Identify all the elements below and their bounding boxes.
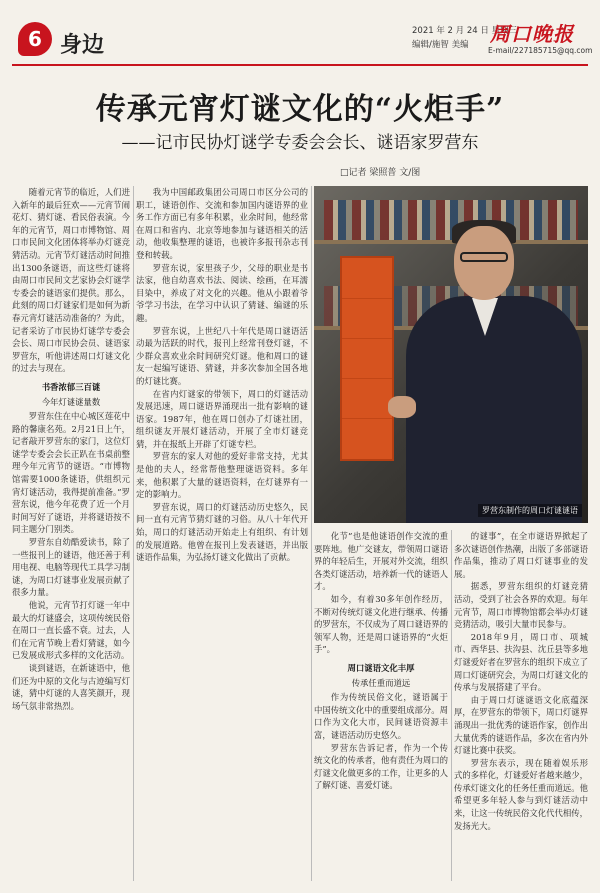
article-column-1	[12, 186, 130, 881]
col3-section-subtitle: 传承任重而道远	[351, 677, 411, 688]
col1-paragraph: 罗营东住在中心城区莲花中路的馨康名苑。2月21日上午，记者敲开罗营东的家门，这位灯谜学专委会会长正趴在书桌前整理今年元宵节的谜语。“市博物馆需要1000条谜语，供组织元宵灯谜活动，我得提前准备。”罗营东说，他今年花费了近一个月时间写好了谜语，并将谜语按不同主题分门别类。	[12, 411, 130, 535]
col2-paragraph: 我为中国邮政集团公司周口市区分公司的职工，谜语创作、交流和参加国内谜语界的业务工作方面已有多年积累，业余时间，他经常在周口和省内、北京等地参加与谜语相关的活动，他收集整理的谜语，也被许多报刊杂志刊登和转载。	[136, 187, 308, 260]
column-divider	[133, 186, 134, 881]
col4-paragraph: 据悉，罗营东组织的灯谜竞猜活动，受到了社会各界的欢迎。每年元宵节，周口市博物馆都会举办灯谜竞猜活动，吸引大量市民参与。	[454, 581, 588, 630]
article-headline: 传承元宵灯谜文化的“火炬手”	[95, 92, 505, 127]
col1-paragraph: 随着元宵节的临近，人们进入新年的最后狂欢——元宵节闹花灯、猜灯谜、看民俗表演。今年的元宵节，周口市博物馆、周口市民间文化团体将举办灯谜竞猜活动。元宵节灯谜活动时间推出1300条谜语，而这些灯谜将由周口市民间文艺家协会灯谜学专委会的谜语家们提供。那么，此刻的周口灯谜家们是如何为新春元宵灯谜活动准备的？为此，记者采访了市民协灯谜学专委会会长、周口市民协会员、谜语家罗营东，听他讲述周口灯谜文化的过去与现在。	[12, 187, 130, 374]
col3-paragraph: 罗营东告诉记者，作为一个传统文化的传承者，他有责任为周口的灯谜文化做更多的工作，让更多的人了解灯谜、喜爱灯谜。	[314, 742, 448, 791]
col1-section-title: 书香浓郁三百谜	[41, 381, 101, 392]
col2-paragraph: 在省内灯谜家的带领下，周口的灯谜活动发展迅速，周口谜语界涌现出一批有影响的谜语家。1987年，他在周口创办了灯谜社团，组织谜友开展灯谜活动，开展了全市灯谜竞猜，并在报纸上开辟了灯谜专栏。	[136, 388, 308, 449]
column-divider	[311, 186, 312, 881]
col3-paragraph: 作为传统民俗文化，谜语属于中国传统文化中的重要组成部分。周口作为文化大市，民间谜语资源丰富，谜语活动历史悠久。	[314, 692, 448, 740]
col3-paragraph: 如今，有着30多年创作经历，不断对传统灯谜文化进行继承、传播的罗营东，不仅成为了周口谜语界的领军人物，还是周口谜语界的“火炬手”。	[314, 593, 448, 655]
col1-paragraph: 罗营东自幼酷爱读书，除了一些报刊上的谜语，他还善于利用电视、电脑等现代工具学习制谜，为周口灯谜事业发展贡献了很多力量。	[12, 537, 130, 598]
col2-paragraph: 罗营东的家人对他的爱好非常支持，尤其是他的夫人，经常帮他整理谜语资料。多年来，他积累了大量的谜语资料，在灯谜界有一定的影响力。	[136, 451, 308, 500]
portrait-photo	[314, 186, 588, 523]
col4-paragraph: 2018年9月，周口市、项城市、西华县、扶沟县、沈丘县等多地灯谜爱好者在罗营东的组织下成立了周口灯谜研究会，为周口灯谜文化的传承与发展搭建了平台。	[454, 631, 588, 693]
article-column-3	[314, 530, 448, 881]
article-column-2	[136, 186, 308, 881]
bookshelf-books	[324, 200, 578, 240]
col2-paragraph: 罗营东说，家里孩子少，父母的职业是书法家，他自幼喜欢书法、阅读、绘画，在耳濡目染中，养成了对文化的兴趣。他从小跟着爷爷学习书法，在学习中认识了猜谜、编谜的乐趣。	[136, 262, 308, 323]
column-divider	[451, 530, 452, 881]
col1-paragraph: 谈到谜语，在新谜语中，他们还为中原的文化与古迹编写灯谜，猜中灯谜的人喜笑颜开，现场气氛非常热烈。	[12, 662, 130, 711]
person-face	[454, 226, 514, 300]
person-figure	[406, 296, 582, 523]
col4-paragraph: 罗营东表示，现在随着娱乐形式的多样化，灯谜爱好者越来越少，传承灯谜文化的任务任重而道远。他希望更多年轻人参与到灯谜活动中来，让这一传统民俗文化代代相传，发扬光大。	[454, 757, 588, 831]
col3-section-title: 周口谜语文化丰厚	[347, 662, 415, 673]
editor-credit: 编辑/施智 美编	[412, 40, 469, 50]
article-column-4	[454, 530, 588, 881]
issue-date: 2021 年 2 月 24 日 星期三	[412, 26, 518, 36]
photo-caption: 罗营东制作的周口灯谜谜语	[478, 504, 582, 517]
col4-paragraph: 的谜事”，在全市谜语界掀起了多次谜语创作热潮，出版了多部谜语作品集，推动了周口灯谜事业的发展。	[454, 531, 588, 579]
bookshelf-plank	[314, 240, 588, 244]
masthead-rule	[12, 64, 588, 66]
col2-paragraph: 罗营东说，周口的灯谜活动历史悠久，民间一直有元宵节猜灯谜的习俗。从八十年代开始，周口的灯谜活动开始走上有组织、有计划的发展道路。他曾在报刊上发表谜语，并出版谜语作品集，为弘扬灯谜文化做出了贡献。	[136, 501, 308, 563]
glasses-icon	[460, 252, 508, 262]
masthead	[0, 0, 600, 68]
col1-paragraph: 他说，元宵节打灯谜一年中最大的灯谜盛会，这项传统民俗在周口一直长盛不衰。过去，人们在元宵节晚上看灯猜谜，如今已发展成形式多样的文化活动。	[12, 600, 130, 661]
page-number-badge: 6	[18, 22, 52, 56]
person-hand	[388, 396, 416, 418]
contact-email: E-mail/227185715@qq.com	[488, 46, 593, 55]
paper-logo: 周口晚报	[490, 22, 574, 46]
col3-paragraph: 化节”也是他谜语创作交流的重要阵地。他广交谜友，带领周口谜语界的年轻后生，开展对外交流，组织各类灯谜活动，培养新一代的谜语人才。	[314, 531, 448, 592]
riddle-scroll	[340, 256, 394, 461]
article-byline: □记者 梁照普 文/图	[340, 168, 421, 178]
article-subheadline: ——记市民协灯谜学专委会会长、谜语家罗营东	[121, 133, 479, 153]
col4-paragraph: 由于周口灯谜谜语文化底蕴深厚，在罗营东的带领下，周口灯谜界涌现出一批优秀的谜语作家，创作出大量优秀的谜语作品，多次在省内外灯谜比赛中获奖。	[454, 694, 588, 756]
col1-section-subtitle: 今年灯谜谜量数	[41, 396, 101, 407]
col2-paragraph: 罗营东说，上世纪八十年代是周口谜语活动最为活跃的时代，报刊上经常刊登灯谜，不少群众喜欢业余时间研究灯谜。他和周口的谜友一起编写谜语、猜谜，并多次参加全国各地的灯谜比赛。	[136, 325, 308, 386]
section-name: 身边	[60, 32, 105, 58]
